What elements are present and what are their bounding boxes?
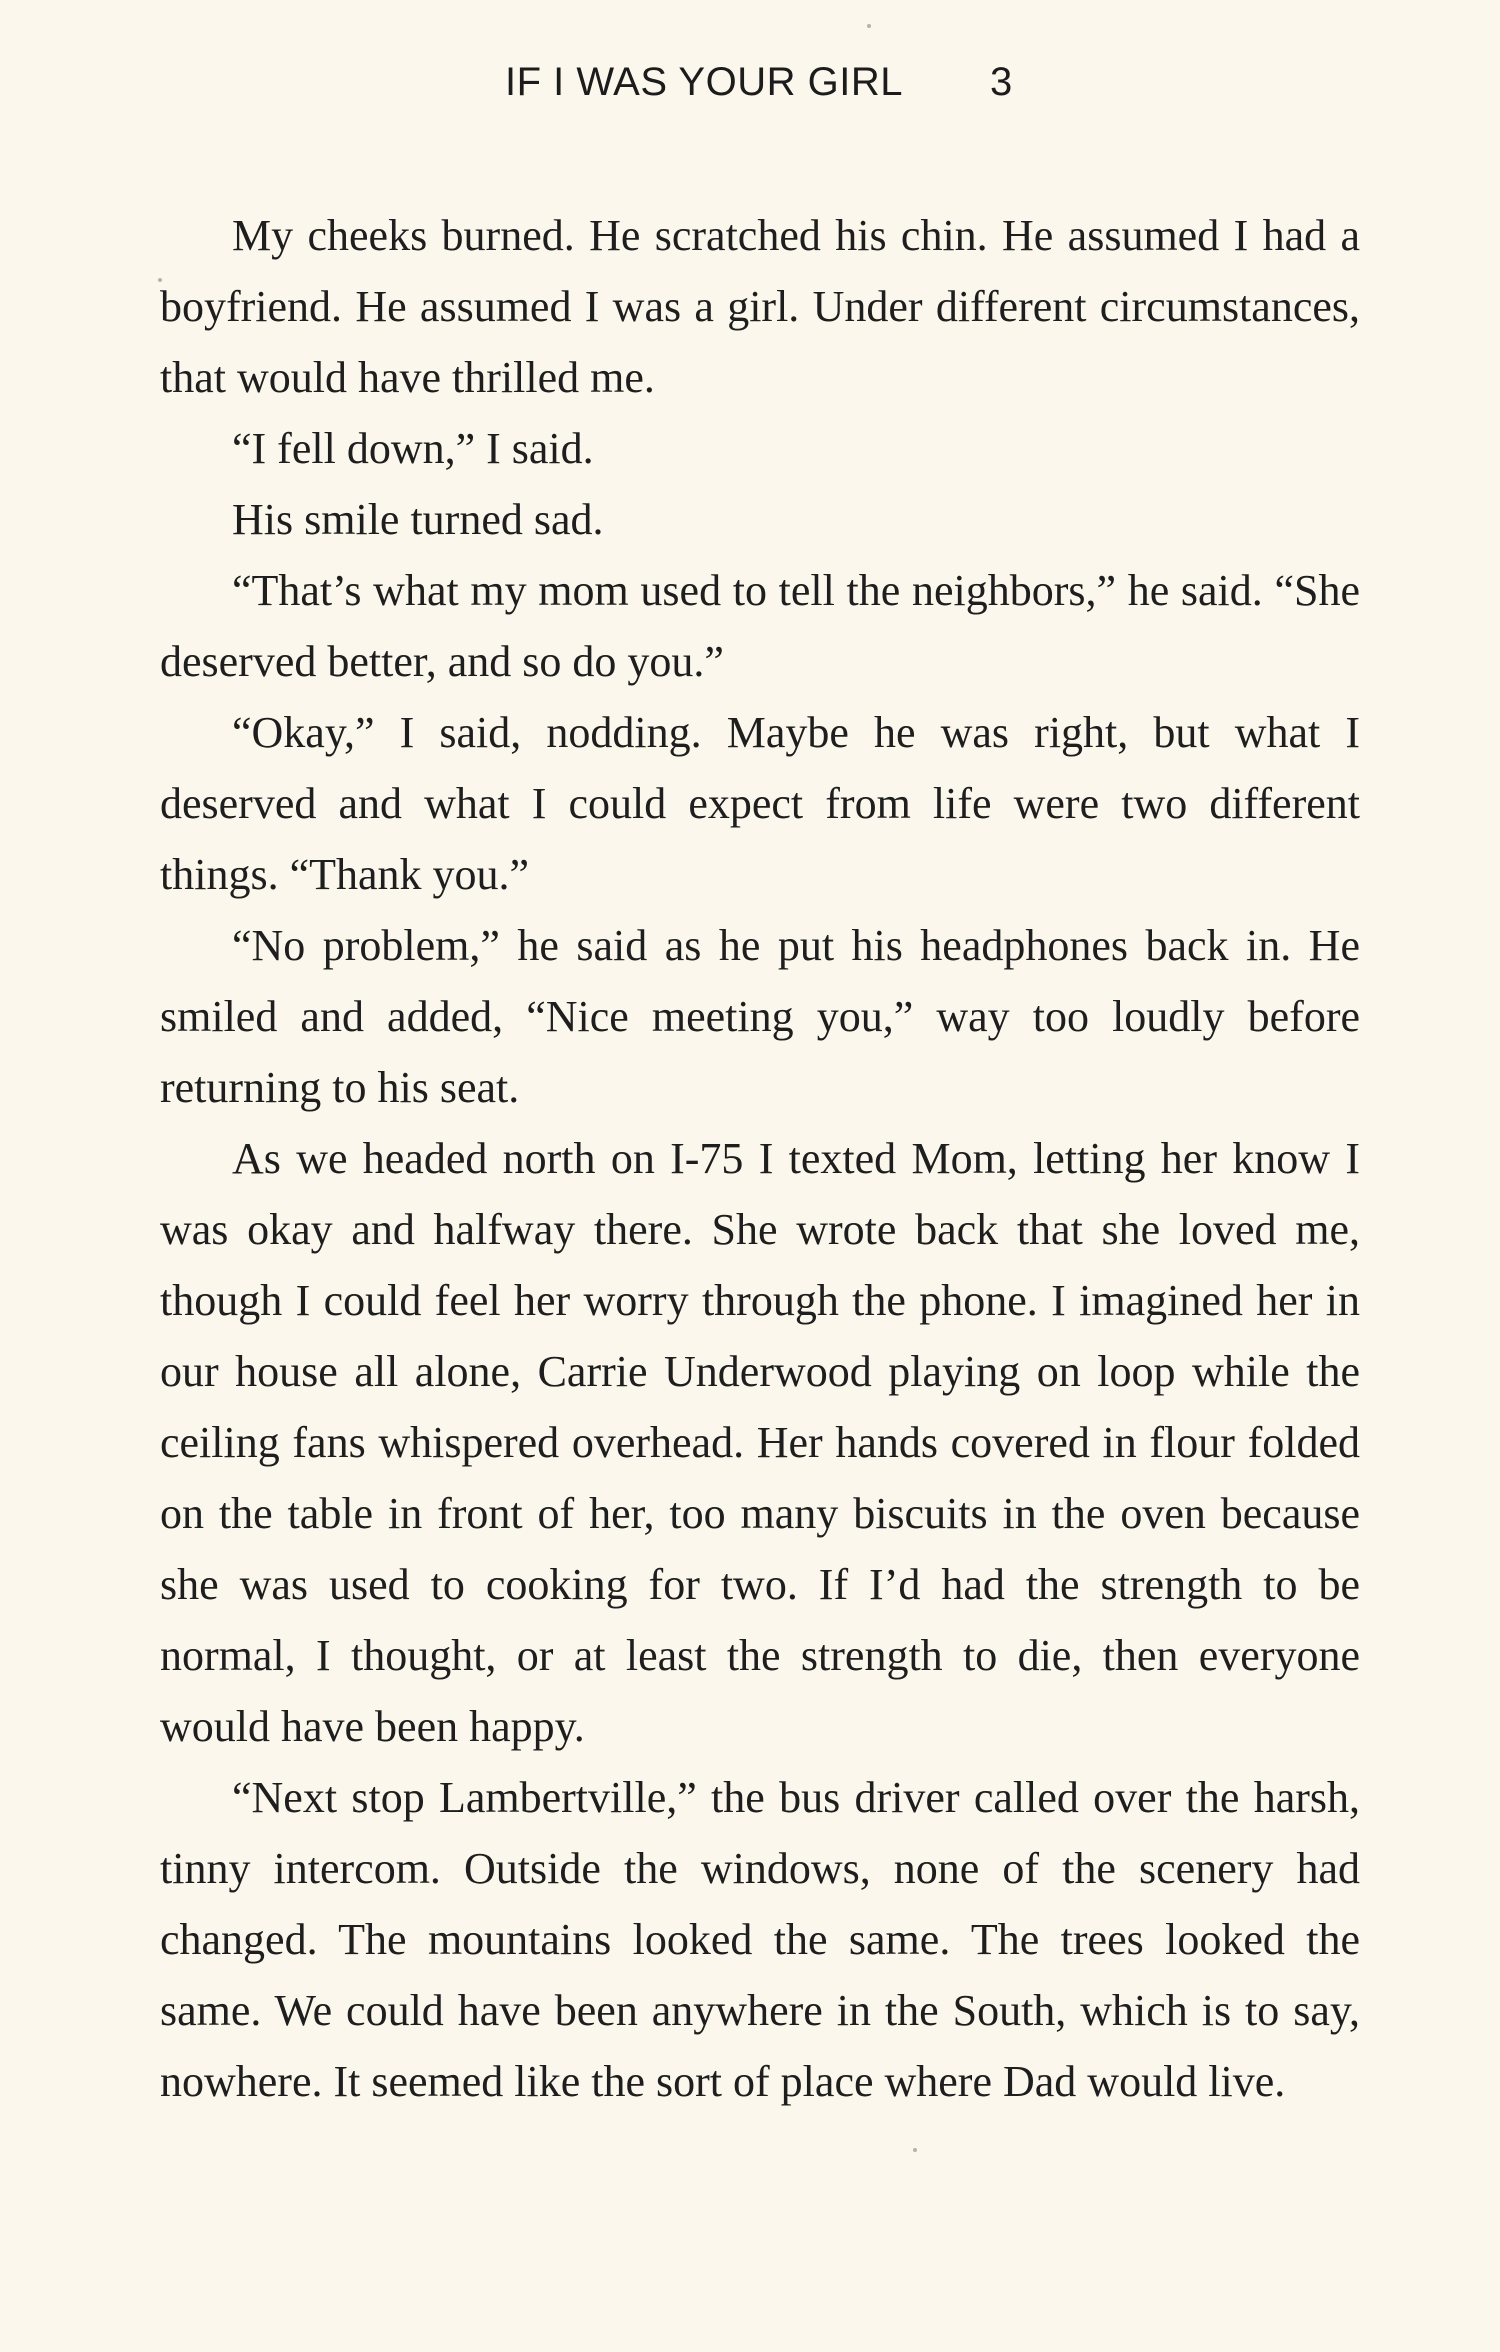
running-head — [0, 56, 1500, 108]
paper-speck — [867, 24, 871, 28]
paper-speck — [158, 278, 162, 282]
paragraph: “Okay,” I said, nodding. Maybe he was right, but what I deserved and what I could expect from life were two different things. “Thank you.” — [160, 708, 1360, 899]
body-text — [160, 200, 1360, 2117]
book-title: IF I WAS YOUR GIRL — [505, 60, 903, 104]
paper-speck — [913, 2148, 917, 2152]
paragraph: “No problem,” he said as he put his headphones back in. He smiled and added, “Nice meeting you,” way too loudly before returning to his seat. — [160, 921, 1360, 1112]
paragraph: My cheeks burned. He scratched his chin. He assumed I had a boyfriend. He assumed I was a girl. Under different circumstances, that would have thrilled me. — [160, 211, 1360, 402]
page-number: 3 — [990, 60, 1013, 104]
paragraph: His smile turned sad. — [232, 495, 604, 544]
paragraph: “Next stop Lambertville,” the bus driver called over the harsh, tinny intercom. Outside the windows, none of the scenery had changed. The mountains looked the same. The trees looked the same. We could have been anywhere in the South, which is to say, nowhere. It seemed like the sort of place where Dad would live. — [160, 1773, 1360, 2106]
paragraph: “That’s what my mom used to tell the neighbors,” he said. “She deserved better, and so do you.” — [160, 566, 1360, 686]
paragraph: “I fell down,” I said. — [232, 424, 594, 473]
paragraph: As we headed north on I-75 I texted Mom, letting her know I was okay and halfway there. She wrote back that she loved me, though I could feel her worry through the phone. I imagined her in our house all alone, Carrie Underwood playing on loop while the ceiling fans whispered overhead. Her hands covered in flour folded on the table in front of her, too many biscuits in the oven because she was used to cooking for two. If I’d had the strength to be normal, I thought, or at least the strength to die, then everyone would have been happy. — [160, 1134, 1360, 1751]
